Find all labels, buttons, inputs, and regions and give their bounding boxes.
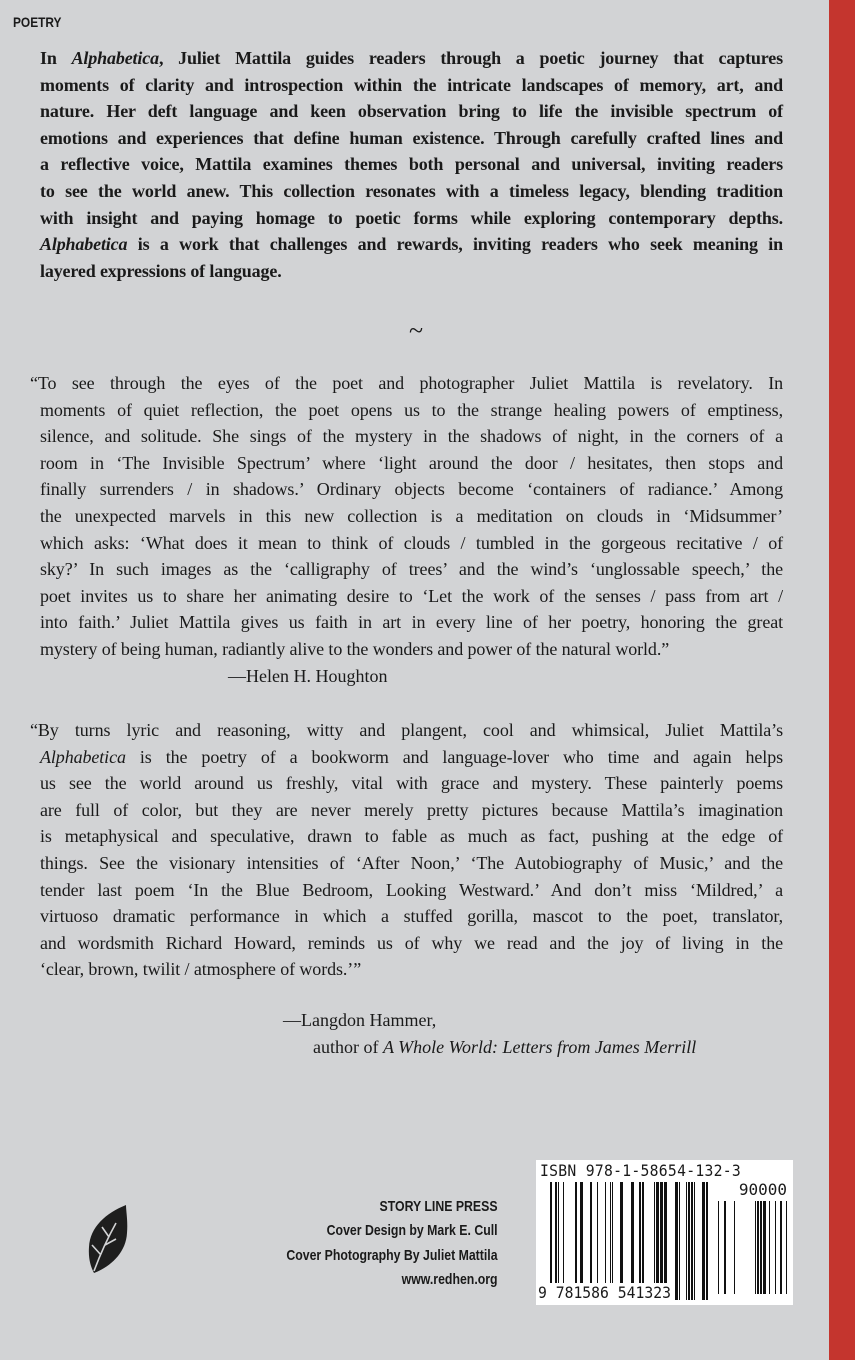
text-segment: is a work that challenges and rewards, inviting readers who seek meaning in <box>127 234 783 255</box>
barcode-bar <box>675 1182 678 1300</box>
barcode-bar <box>780 1201 782 1294</box>
text-line <box>30 717 783 744</box>
italic-title: Alphabetica <box>71 48 159 68</box>
text-segment: into faith.’ Juliet Mattila gives us faith in art in every line of her poetry, honoring the great <box>40 612 783 633</box>
cover-photo-credit: Cover Photography By Juliet Mattila <box>286 1246 498 1264</box>
text-line <box>30 370 783 397</box>
text-segment: the unexpected marvels in this new collection is a meditation on clouds in ‘Midsummer’ <box>40 505 783 526</box>
credit-work-title: A Whole World: Letters from James Merrill <box>382 1037 697 1057</box>
text-line <box>40 609 783 636</box>
text-line <box>40 770 783 797</box>
text-line <box>40 556 783 583</box>
cover-design-credit: Cover Design by Mark E. Cull <box>327 1222 498 1240</box>
text-line <box>40 258 783 285</box>
text-segment: finally surrenders / in shadows.’ Ordinary objects become ‘containers of radiance.’ Among <box>40 479 783 500</box>
text-line <box>40 151 783 178</box>
italic-title: Alphabetica <box>40 234 128 255</box>
barcode-bar <box>757 1201 759 1294</box>
price-addon-code: 90000 <box>738 1180 787 1199</box>
text-segment: us see the world around us freshly, vital with grace and mystery. These painterly poems <box>40 773 783 794</box>
text-segment: silence, and solitude. She sings of the mystery in the shadows of night, in the corners of a <box>40 426 783 447</box>
text-segment: room in ‘The Invisible Spectrum’ where ‘light around the door / hesitates, then stops and <box>40 452 783 473</box>
publisher-website[interactable]: www.redhen.org <box>402 1270 498 1288</box>
text-line <box>40 877 783 904</box>
text-segment: In <box>40 48 72 68</box>
barcode-bar <box>688 1182 690 1300</box>
spine-stripe <box>829 0 855 1360</box>
barcode-bar <box>760 1201 762 1294</box>
text-segment: ‘clear, brown, twilit / atmosphere of words.’” <box>40 959 362 980</box>
publisher-name: STORY LINE PRESS <box>379 1198 498 1215</box>
barcode-bar <box>691 1182 693 1300</box>
text-segment: is the poetry of a bookworm and language-lover who time and again helps <box>125 746 783 767</box>
text-segment: sky?’ In such images as the ‘calligraphy of trees’ and the wind’s ‘unglossable speech,’ the <box>40 559 783 580</box>
text-line <box>40 231 783 258</box>
text-line <box>40 530 783 557</box>
text-line <box>40 45 783 72</box>
isbn-number: ISBN 978-1-58654-132-3 <box>540 1161 742 1180</box>
text-segment: mystery of being human, radiantly alive to the wonders and power of the natural world.” <box>40 638 670 659</box>
text-segment: “To see through the eyes of the poet and photographer Juliet Mattila is revelatory. In <box>30 373 783 393</box>
text-line <box>40 423 783 450</box>
text-segment: moments of quiet reflection, the poet opens us to the strange healing powers of emptiness, <box>40 399 783 420</box>
text-segment: , Juliet Mattila guides readers through a poetic journey that captures <box>158 48 783 68</box>
text-segment: layered expressions of language. <box>40 260 282 281</box>
category-label: POETRY <box>13 14 62 30</box>
barcode-bar <box>694 1182 695 1300</box>
barcode-bar <box>702 1182 705 1300</box>
barcode-bar <box>769 1201 770 1294</box>
text-line <box>40 583 783 610</box>
text-segment: emotions and experiences that define human existence. Through carefully crafted lines and <box>40 127 783 148</box>
blurb-attribution: —Langdon Hammer, <box>283 1010 437 1030</box>
text-line <box>40 476 783 503</box>
blurb-attribution: —Helen H. Houghton <box>228 666 388 686</box>
publisher-info <box>287 1195 498 1292</box>
barcode-bar <box>718 1201 719 1294</box>
text-segment: to see the world anew. This collection resonates with a timeless legacy, blending tradition <box>40 180 783 201</box>
text-line <box>40 98 783 125</box>
text-line <box>40 744 783 771</box>
text-segment: and wordsmith Richard Howard, reminds us of why we read and the joy of living in the <box>40 932 783 953</box>
text-line <box>40 503 783 530</box>
barcode-bar <box>755 1201 756 1294</box>
barcode-bar <box>763 1201 766 1294</box>
text-segment: which asks: ‘What does it mean to think of clouds / tumbled in the gorgeous recitative / of <box>40 532 783 553</box>
text-segment: moments of clarity and introspection within the intricate landscapes of memory, art, and <box>40 74 783 95</box>
blurb-houghton <box>30 370 783 663</box>
barcode-bar <box>706 1182 708 1300</box>
text-segment: virtuoso dramatic performance in which a stuffed gorilla, mascot to the poet, translator, <box>40 906 783 927</box>
barcode-bar <box>734 1201 735 1294</box>
text-segment: things. See the visionary intensities of ‘After Noon,’ ‘The Autobiography of Music,’ and the <box>40 852 783 873</box>
blurb-hammer <box>30 717 783 983</box>
text-segment: nature. Her deft language and keen observation bring to life the invisible spectrum of <box>40 101 783 122</box>
text-line <box>40 850 783 877</box>
text-line <box>40 636 783 663</box>
text-segment: a reflective voice, Mattila examines themes both personal and universal, inviting readers <box>40 154 783 175</box>
text-line <box>40 797 783 824</box>
text-segment: tender last poem ‘In the Blue Bedroom, Looking Westward.’ And don’t miss ‘Mildred,’ a <box>40 879 783 900</box>
text-line <box>40 930 783 957</box>
text-line <box>40 956 783 983</box>
text-line <box>40 450 783 477</box>
text-line <box>40 178 783 205</box>
text-line <box>40 823 783 850</box>
barcode-bar <box>775 1201 776 1294</box>
italic-title: Alphabetica <box>40 746 126 767</box>
blurb-attribution-credit <box>313 1037 696 1058</box>
text-line <box>40 397 783 424</box>
text-segment: is metaphysical and speculative, drawn to fable as much as fact, pushing at the edge of <box>40 826 783 847</box>
barcode-bar <box>786 1201 787 1294</box>
text-line <box>40 205 783 232</box>
leaf-logo-icon <box>86 1205 132 1280</box>
text-segment: with insight and paying homage to poetic forms while exploring contemporary depths. <box>40 207 783 228</box>
barcode-bar <box>686 1182 687 1300</box>
text-segment: are full of color, but they are never merely pretty pictures because Mattila’s imagination <box>40 799 783 820</box>
text-line <box>40 125 783 152</box>
ean-number: 9 781586 541323 <box>538 1283 671 1302</box>
barcode-bar <box>679 1182 680 1300</box>
isbn-barcode <box>536 1160 793 1305</box>
book-description <box>40 45 783 284</box>
text-segment: poet invites us to share her animating desire to ‘Let the work of the senses / pass from art / <box>40 585 783 606</box>
text-line <box>40 903 783 930</box>
text-line <box>40 72 783 99</box>
text-segment: “By turns lyric and reasoning, witty and plangent, cool and whimsical, Juliet Mattila’s <box>30 720 783 740</box>
divider-tilde: ~ <box>409 316 424 345</box>
barcode-bar <box>724 1201 726 1294</box>
credit-prefix: author of <box>313 1037 383 1057</box>
